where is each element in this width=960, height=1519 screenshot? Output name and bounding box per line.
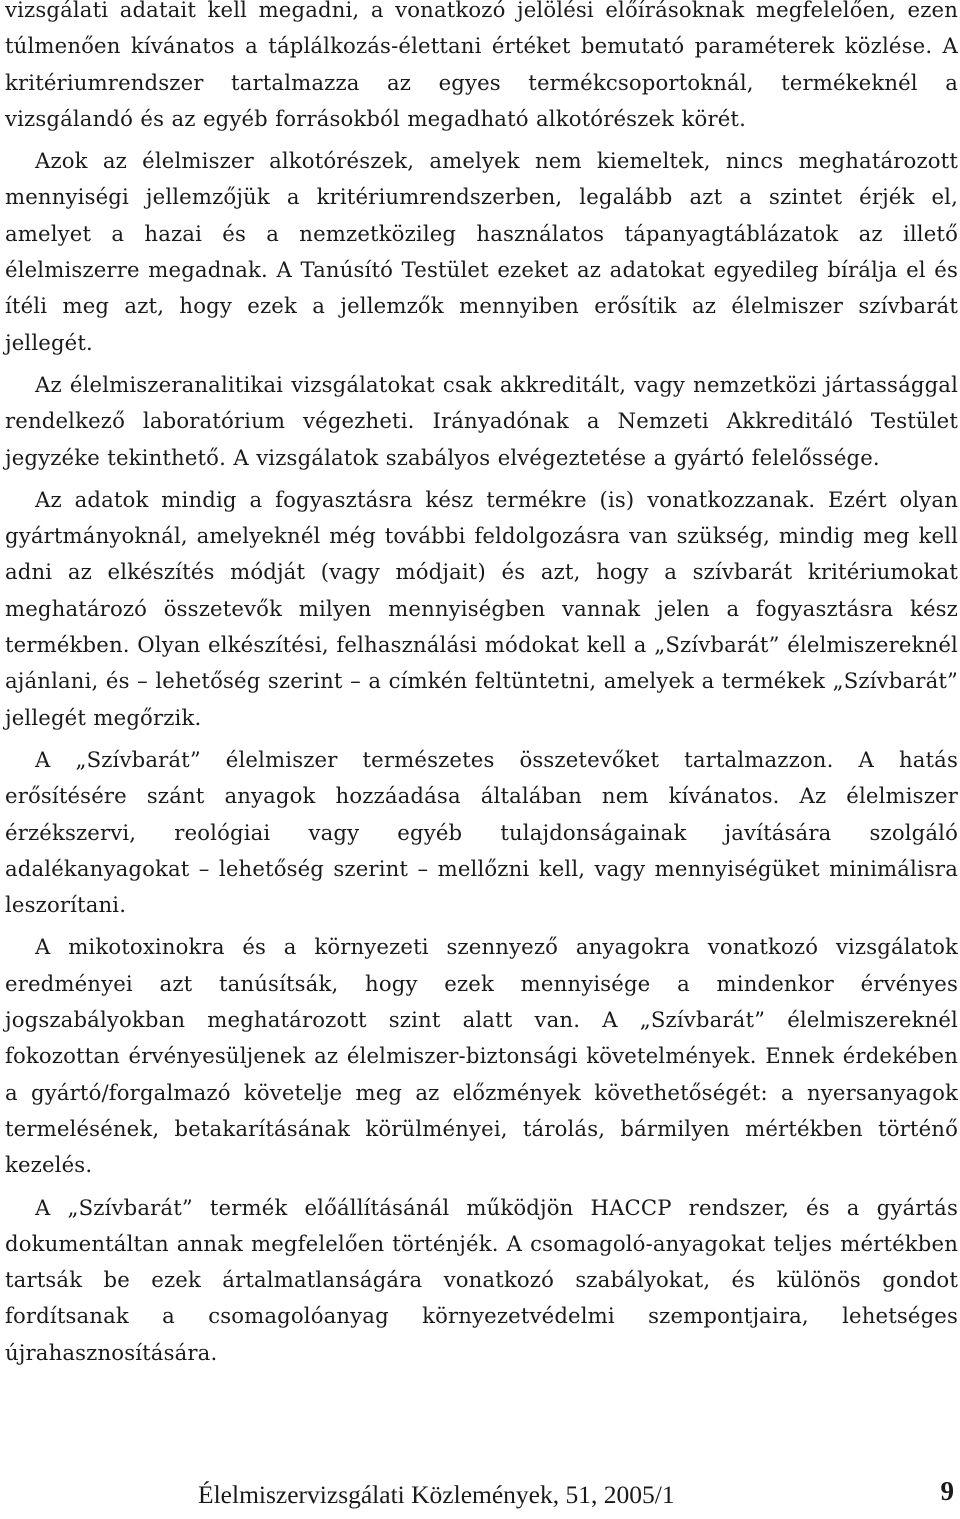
journal-citation: Élelmiszervizsgálati Közlemények, 51, 2005/1 [198,1480,675,1509]
page-footer [0,1477,960,1513]
document-body [5,0,958,1371]
paragraph-continued-criteria: vizsgálati adatait kell megadni, a vonatkozó jelölési előírásoknak megfelelően, ezen túlmenően kívánatos a táplálkozás-élettani értéket bemutató paraméterek közlése. A kritériumrendszer tartalmazza az egyes termékcsoportoknál, termékeknél a vizsgálandó és az egyéb forrásokból megadható alkotórészek körét. [5,0,958,131]
paragraph-non-highlighted-components: Azok az élelmiszer alkotórészek, amelyek nem kiemeltek, nincs meghatározott mennyiségi jellemzőjük a kritériumrendszerben, legalább azt a szintet érjék el, amelyet a hazai és a nemzetközileg használatos tápanyagtáblázatok az illető élelmiszerre megadnak. A Tanúsító Testület ezeket az adatokat egyedileg bírálja el és ítéli meg azt, hogy ezek a jellemzők mennyiben erősítik az élelmiszer szívbarát jellegét. [5,148,958,355]
paragraph-ready-to-eat-data: Az adatok mindig a fogyasztásra kész termékre (is) vonatkozzanak. Ezért olyan gyártmányoknál, amelyeknél még további feldolgozásra van szükség, mindig meg kell adni az elkészítés módját (vagy módjait) és azt, hogy a szívbarát kritériumokat meghatározó összetevők milyen mennyiségben vannak jelen a fogyasztásra kész termékben. Olyan elkészítési, felhasználási módokat kell a „Szívbarát” élelmiszereknél ajánlani, és – lehetőség szerint – a címkén feltüntetni, amelyek a termékek „Szívbarát” jellegét megőrzik. [5,486,958,730]
paragraph-natural-ingredients: A „Szívbarát” élelmiszer természetes összetevőket tartalmazzon. A hatás erősítésére szánt anyagok hozzáadása általában nem kívánatos. Az élelmiszer érzékszervi, reológiai vagy egyéb tulajdonságainak javítására szolgáló adalékanyagokat – lehetőség szerint – mellőzni kell, vagy mennyiségüket minimálisra leszorítani. [5,746,958,918]
paragraph-accredited-laboratories: Az élelmiszeranalitikai vizsgálatokat csak akkreditált, vagy nemzetközi jártassággal rendelkező laboratórium végezheti. Irányadónak a Nemzeti Akkreditáló Testület jegyzéke tekinthető. A vizsgálatok szabályos elvégeztetése a gyártó felelőssége. [5,371,958,470]
page-number: 9 [940,1476,954,1506]
paragraph-haccp-packaging: A „Szívbarát” termék előállításánál működjön HACCP rendszer, és a gyártás dokumentáltan annak megfelelően történjék. A csomagoló-anyagokat teljes mértékben tartsák be ezek ártalmatlanságára vonatkozó szabályokat, és különös gondot fordítsanak a csomagolóanyag környezetvédelmi szempontjaira, lehetséges újrahasznosítására. [5,1194,958,1365]
paragraph-mycotoxins-safety: A mikotoxinokra és a környezeti szennyező anyagokra vonatkozó vizsgálatok eredményei azt tanúsítsák, hogy ezek mennyisége a mindenkor érvényes jogszabályokban meghatározott szint alatt van. A „Szívbarát” élelmiszereknél fokozottan érvényesüljenek az élelmiszer-biztonsági követelmények. Ennek érdekében a gyártó/forgalmazó követelje meg az előzmények követhetőségét: a nyersanyagok termelésének, betakarításának körülményei, tárolás, bármilyen mértékben történő kezelés. [5,934,958,1178]
